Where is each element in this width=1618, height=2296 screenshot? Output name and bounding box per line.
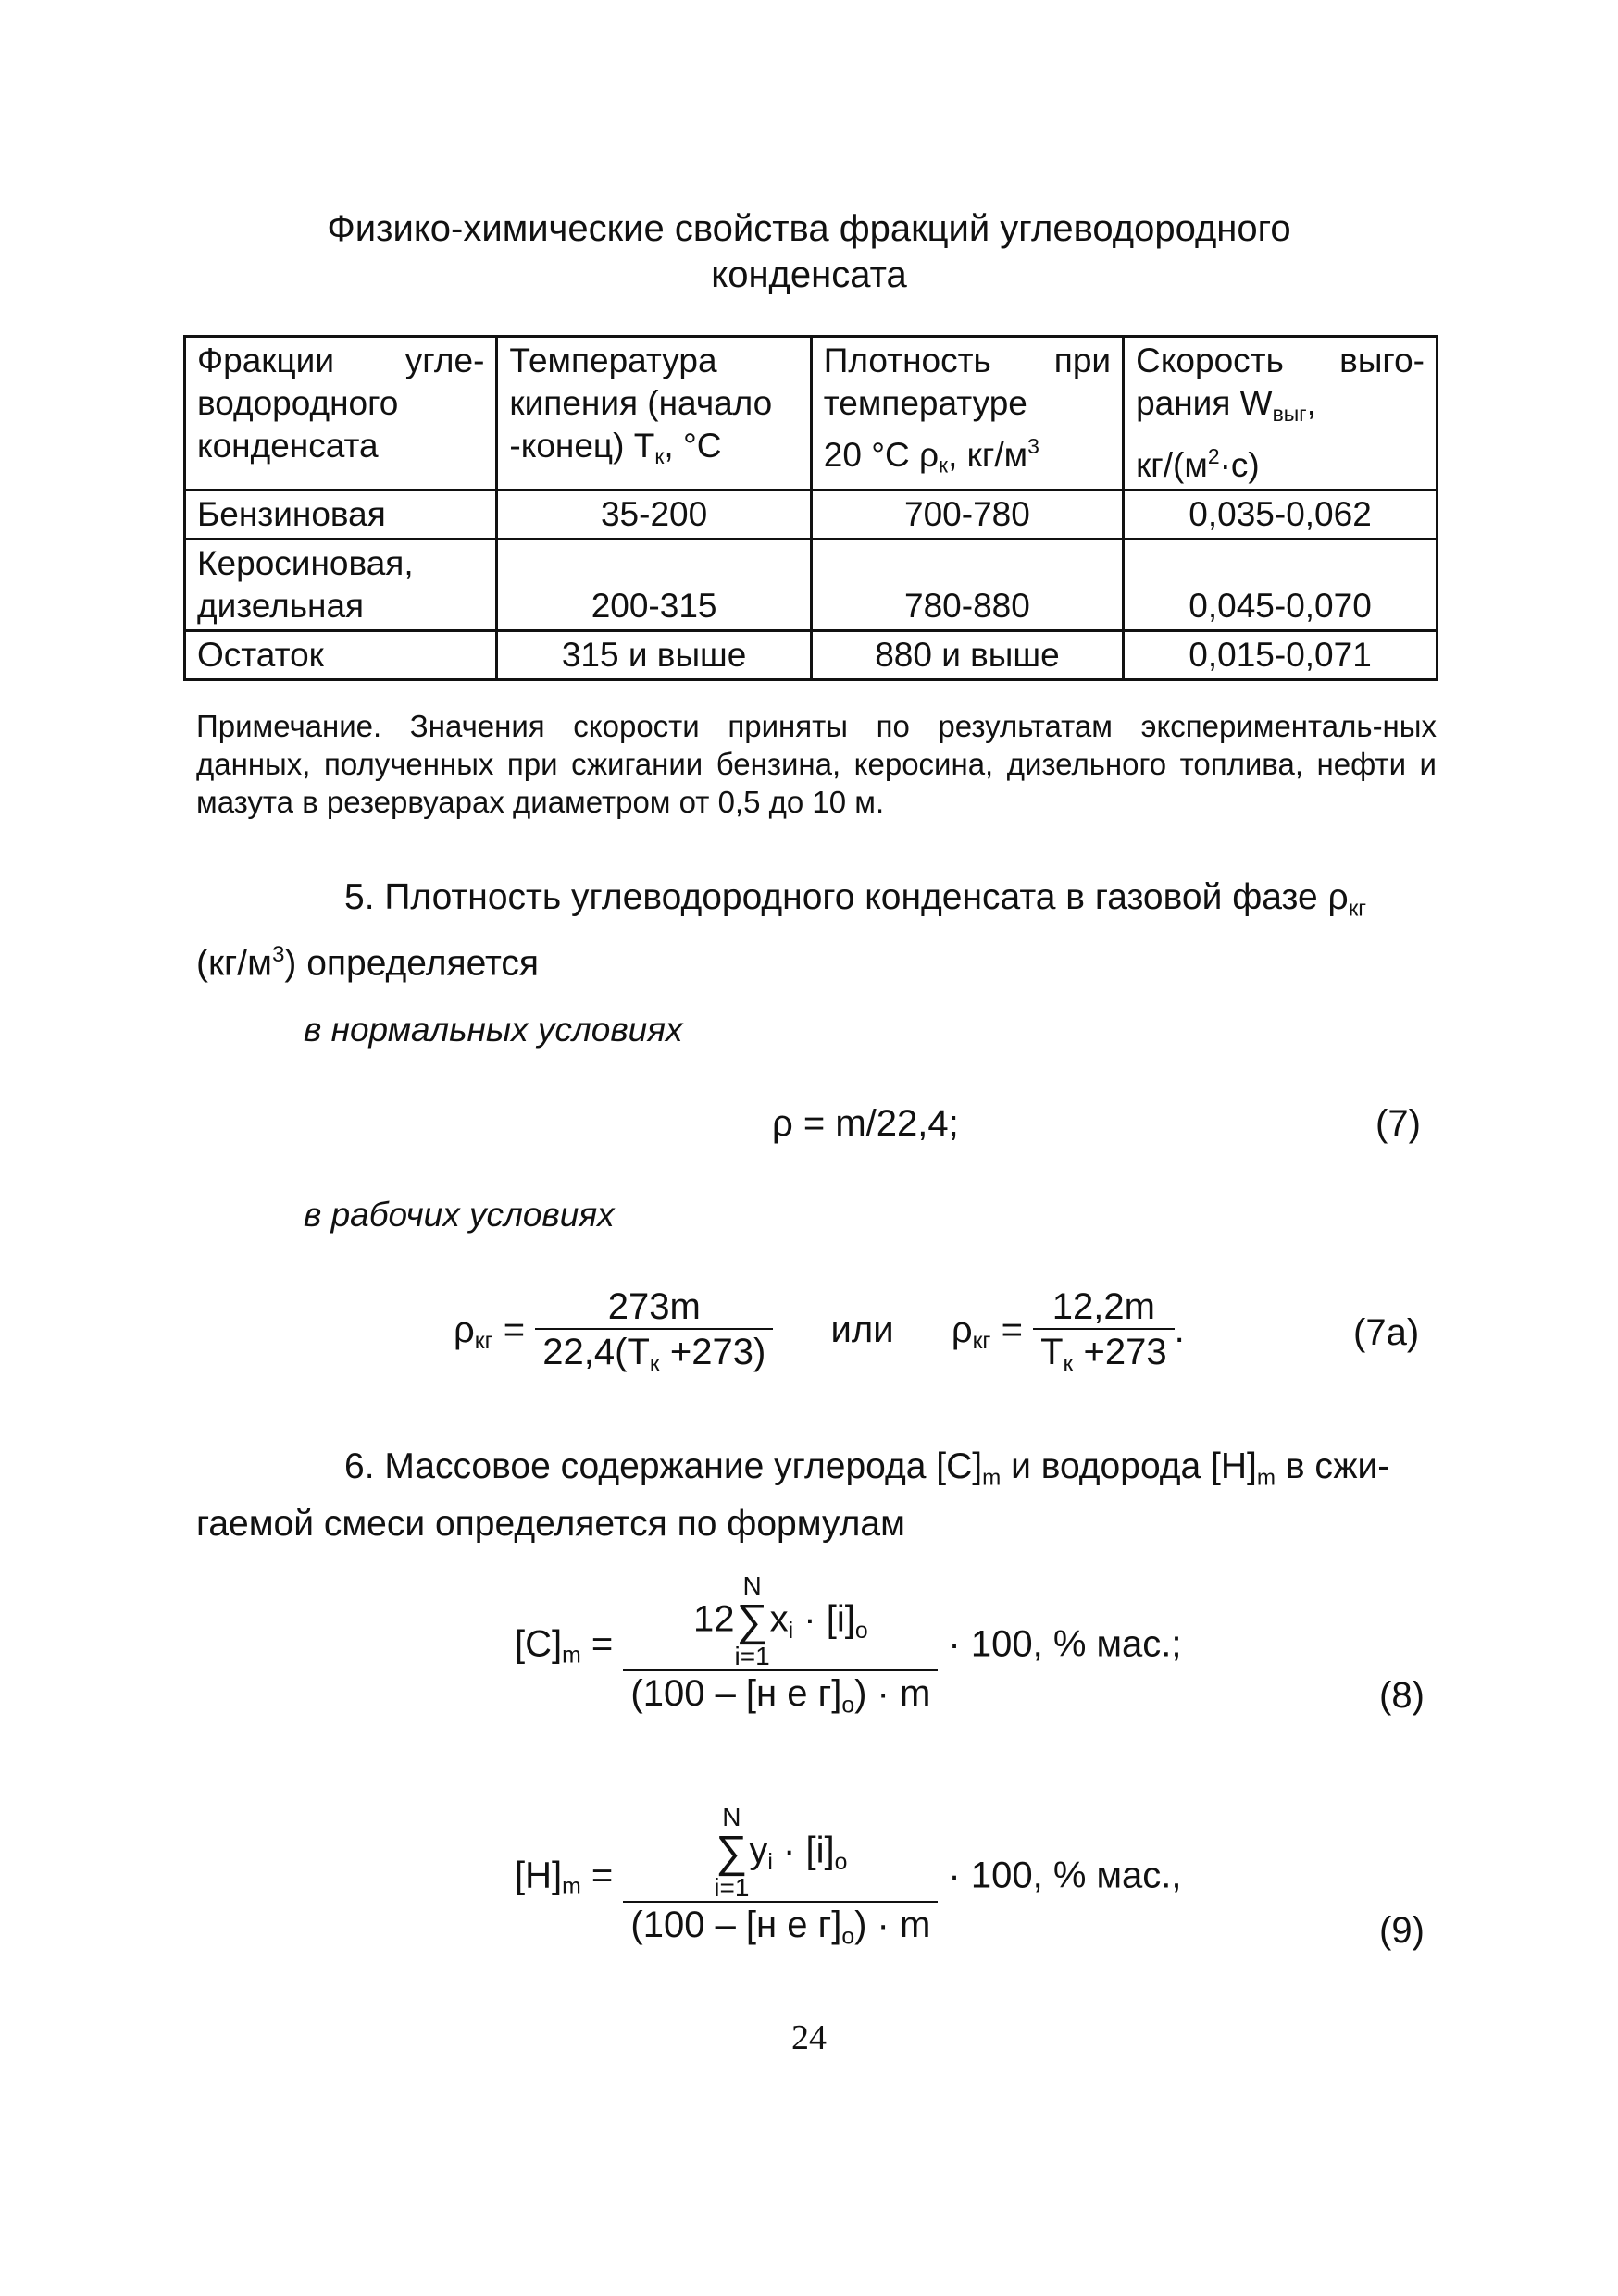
cell-rate: 0,045-0,070 (1124, 539, 1438, 630)
sum-symbol: N ∑ i=1 (734, 1571, 770, 1670)
cell-density: 780-880 (811, 539, 1123, 630)
header-temp-line-3: -конец) $Т_к$, °С (509, 427, 722, 468)
equation-7a-number: (7а) (1353, 1312, 1420, 1353)
working-conditions-label: в рабочих условиях (304, 1196, 615, 1234)
cell-density: 880 и выше (811, 630, 1123, 679)
header-density-line-3: 20 °С $\rho_к$, $кг/м^3$ (823, 434, 1039, 478)
cell-rate: 0,015-0,071 (1124, 630, 1438, 679)
table-header-row (185, 337, 1438, 490)
header-density-line-1: Плотность при (823, 341, 1112, 379)
equation-8-number: (8) (1379, 1675, 1425, 1716)
header-rate-line-3: $кг/(м^2\cdot с)$ (1136, 443, 1260, 484)
header-density-line-2: температуре (823, 384, 1027, 422)
header-density (811, 337, 1123, 490)
eq8-fraction: 12 N ∑ i=1 $x_i \cdot [i]_o$ (100 – [н е $г]_o) \cdot m$ (623, 1573, 938, 1719)
header-fraction-line-3: конденсата (197, 427, 379, 465)
cell-density: 700-780 (811, 490, 1123, 539)
cell-fraction-line-2: дизельная (197, 586, 365, 625)
eq7a-or: или (830, 1309, 894, 1350)
equation-7a: $\rho_{кг}$ = $\frac{273m}{22,4(Т_к +273)}$ или $\rho_{кг}$ = $\frac{12,2m}{Т_к +273}$ . (454, 1286, 1185, 1377)
cell-fraction: Остаток (185, 630, 497, 679)
cell-fraction (185, 539, 497, 630)
normal-conditions-label: в нормальных условиях (304, 1011, 683, 1049)
cell-rate: 0,035-0,062 (1124, 490, 1438, 539)
equation-7-number: (7) (1375, 1103, 1421, 1144)
eq9-fraction: N ∑ i=1 $y_i \cdot [i]_o$ (100 – [н е $г]_o) \cdot m$ (623, 1805, 938, 1950)
table-note: Примечание. Значения скорости приняты по результатам эксперименталь-ных данных, полученных при сжигании бензина, керосина, дизельного топлива, нефти и мазута в резервуарах диаметром от 0,5 до 10 м. (196, 709, 1437, 819)
equation-8: $[С]_m$ = 12 N ∑ i=1 $x_i \cdot [i]_o$ (100 – [н е $г]_o) \cdot m$ · 100, % мас.; (515, 1571, 1182, 1719)
table-title-line-1: Физико-химические свойства фракций углеводородного (327, 208, 1291, 249)
cell-temp: 35-200 (497, 490, 811, 539)
cell-fraction-line-1: Керосиновая, (197, 543, 414, 582)
equation-9: $[Н]_m$ = N ∑ i=1 $y_i \cdot [i]_o$ (100 – [н е $г]_o) \cdot m$ · 100, % мас., (515, 1803, 1182, 1950)
paragraph-6 (196, 1444, 1438, 1547)
header-boiling-temperature (497, 337, 811, 490)
table-title-line-2: конденсата (711, 254, 907, 295)
header-temp-line-1: Температура (509, 341, 717, 379)
page-number: 24 (791, 2018, 827, 2057)
cell-temp: 200-315 (497, 539, 811, 630)
header-rate-line-2: рания $W_{выг}$, (1136, 384, 1316, 426)
paragraph-5 (196, 875, 1438, 987)
paragraph-6-line-2: гаемой смеси определяется по формулам (196, 1504, 905, 1545)
eq7a-fraction-2: $\frac{12,2m}{Т_к +273}$ (1033, 1286, 1175, 1377)
header-fraction-line-2: водородного (197, 384, 399, 422)
table-row (185, 630, 1438, 679)
header-fraction-line-1: Фракции угле- (197, 341, 485, 379)
equation-9-number: (9) (1379, 1910, 1425, 1951)
table-row (185, 490, 1438, 539)
header-fraction (185, 337, 497, 490)
fractions-properties-table (183, 335, 1438, 681)
equation-7: ρ = m/22,4; (772, 1103, 959, 1144)
sum-symbol: N ∑ i=1 (714, 1803, 750, 1902)
header-temp-line-2: кипения (начало (509, 384, 773, 422)
cell-fraction: Бензиновая (185, 490, 497, 539)
eq7a-fraction-1: $\frac{273m}{22,4(Т_к +273)}$ (535, 1286, 773, 1377)
table-row (185, 539, 1438, 630)
header-rate-line-1: Скорость выго- (1136, 341, 1425, 379)
header-burning-rate (1124, 337, 1438, 490)
cell-temp: 315 и выше (497, 630, 811, 679)
paragraph-6-line-1: 6. Массовое содержание углерода $[С]_m$ и водорода $[Н]_m$ в сжи- (344, 1446, 1390, 1491)
eq7a-lhs: ρ (454, 1309, 475, 1350)
paragraph-5-line-2: $(кг/м^3)$ определяется (196, 942, 540, 984)
paragraph-5-line-1: 5. Плотность углеводородного конденсата в газовой фазе $\rho_{кг}$ (344, 877, 1367, 922)
